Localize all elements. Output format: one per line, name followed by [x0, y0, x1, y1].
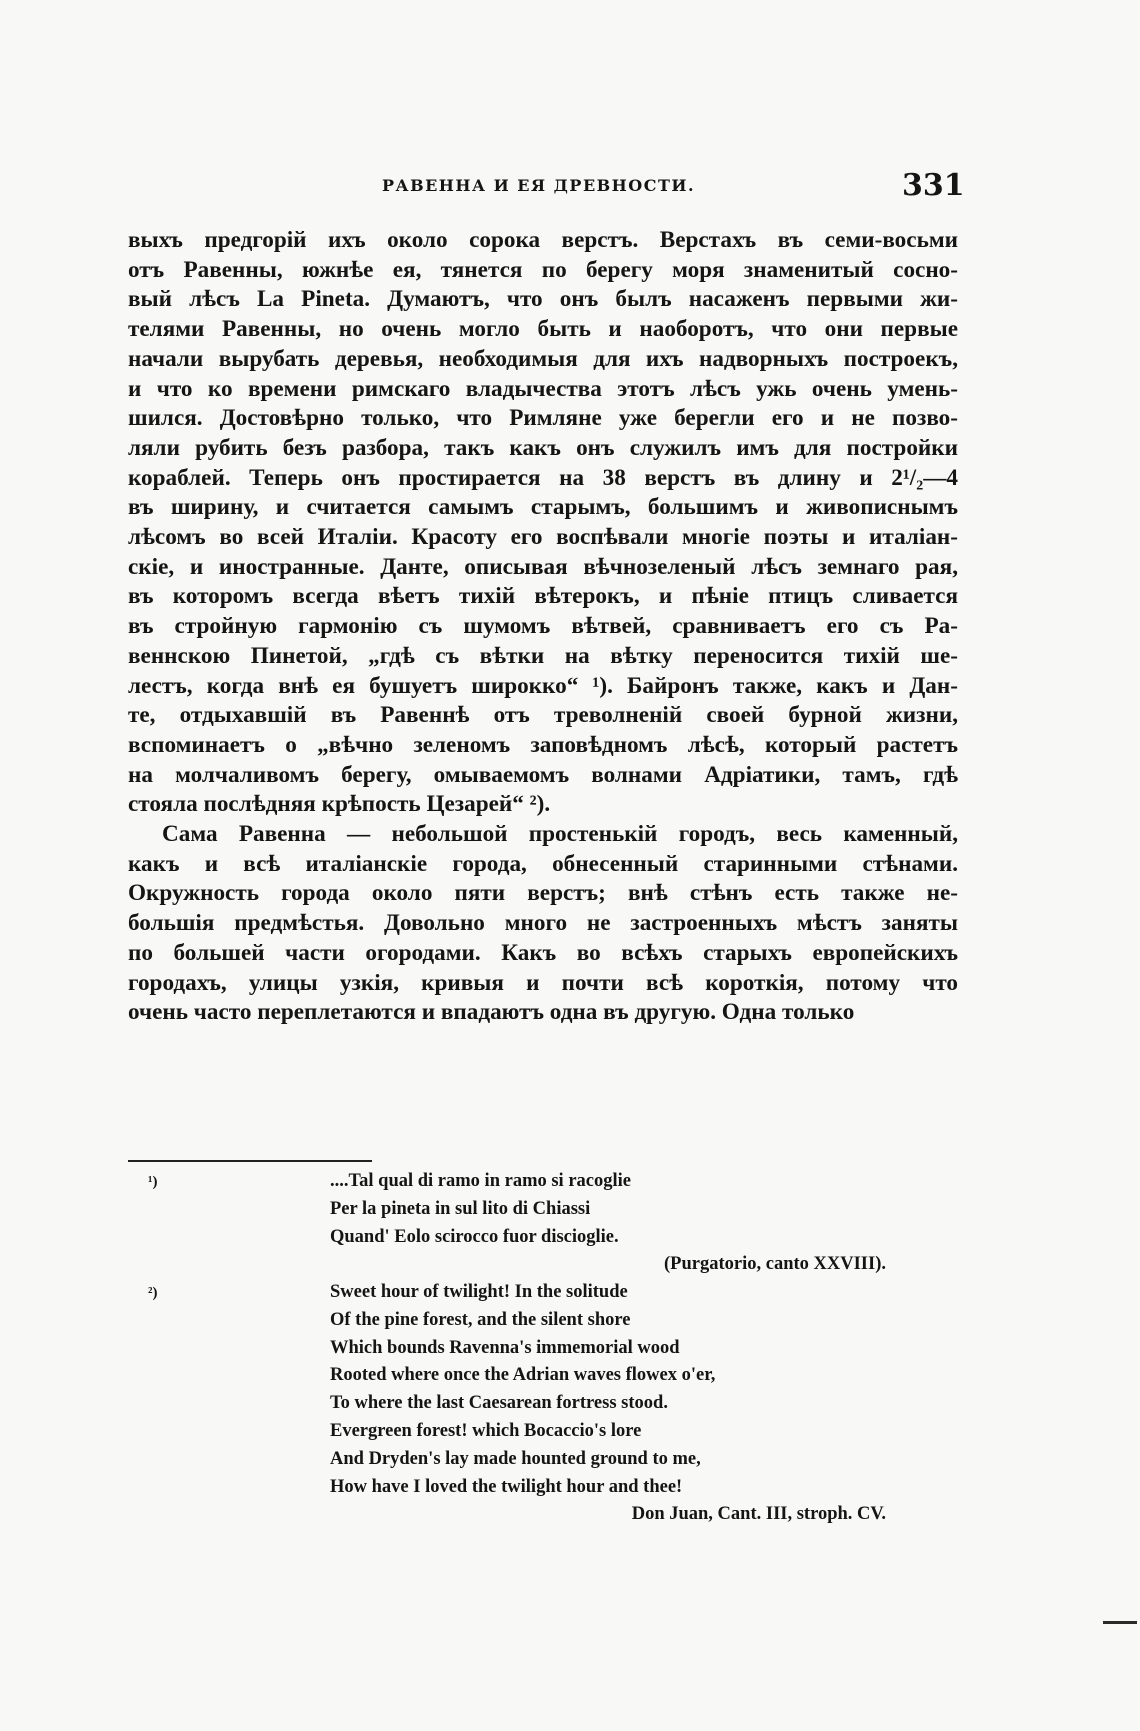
text-line: и что ко времени римскаго владычества этотъ лѣсъ ужь очень умень-	[128, 375, 958, 402]
page-number: 331	[902, 168, 965, 203]
text-line: веннскою Пинетой, „гдѣ съ вѣтки на вѣтку переносится тихій ше-	[128, 642, 958, 669]
margin-mark	[1103, 1621, 1137, 1624]
footnote-1	[330, 1168, 886, 1279]
text-line: въ стройную гармонію съ шумомъ вѣтвей, сравниваетъ его съ Ра-	[128, 613, 958, 640]
text-line: въ которомъ всегда вѣетъ тихій вѣтерокъ, и пѣніе птицъ сливается	[128, 583, 958, 610]
footnote-divider	[128, 1160, 372, 1162]
text-line: какъ и всѣ италіанскіе города, обнесенный старинными стѣнами.	[128, 850, 958, 877]
body-text	[128, 226, 958, 1028]
text-line: выхъ предгорій ихъ около сорока верстъ. Верстахъ въ семи-восьми	[128, 227, 958, 253]
text-line: стояла послѣдняя крѣпость Цезарей“ ²).	[128, 791, 551, 818]
text-line: те, отдыхавшій въ Равеннѣ отъ треволненій своей бурной жизни,	[128, 702, 958, 729]
verse-line: To where the last Caesarean fortress stood.	[330, 1393, 668, 1414]
text-line: кораблей. Теперь онъ простирается на 38 верстъ въ длину и 2¹/₂—4	[128, 464, 958, 491]
text-line: начали вырубать деревья, необходимыя для ихъ надворныхъ построекъ,	[128, 345, 958, 372]
verse-line: Sweet hour of twilight! In the solitude	[330, 1282, 628, 1302]
paragraph-1	[128, 226, 958, 820]
text-line: на молчаливомъ берегу, омываемомъ волнами Адріатики, тамъ, гдѣ	[128, 761, 958, 788]
verse-line: Which bounds Ravenna's immemorial wood	[330, 1337, 680, 1358]
text-line: очень часто переплетаются и впадаютъ одна въ другую. Одна только	[128, 999, 855, 1026]
verse-source: (Purgatorio, canto XXVIII).	[664, 1254, 886, 1275]
verse-line: Per la pineta in sul lito di Chiassi	[330, 1198, 591, 1219]
verse-line: Of the pine forest, and the silent shore	[330, 1309, 631, 1330]
text-line: вый лѣсъ La Pineta. Думаютъ, что онъ былъ насаженъ первыми жи-	[128, 286, 958, 313]
verse-line: Evergreen forest! which Bocaccio's lore	[330, 1420, 642, 1441]
text-line: вспоминаетъ о „вѣчно зеленомъ заповѣдномъ лѣсѣ, который растетъ	[128, 731, 958, 758]
text-line: Сама Равенна — небольшой простенькій городъ, весь каменный,	[162, 821, 958, 848]
text-line: въ ширину, и считается самымъ старымъ, большимъ и живописнымъ	[128, 494, 958, 521]
verse-line: How have I loved the twilight hour and thee!	[330, 1476, 683, 1497]
text-line: скіе, и иностранные. Данте, описывая вѣчнозеленый лѣсъ земнаго рая,	[128, 553, 958, 580]
text-line: лестъ, когда внѣ ея бушуетъ широкко“ ¹). Байронъ также, какъ и Дан-	[128, 672, 958, 699]
text-line: шился. Достовѣрно только, что Римляне уже берегли его и не позво-	[128, 405, 958, 432]
footnote-2	[330, 1279, 886, 1529]
footnote-1-marker: ¹)	[148, 1174, 158, 1190]
verse-line: ....Tal qual di ramo in ramo si racoglie	[330, 1171, 631, 1191]
text-line: отъ Равенны, южнѣе ея, тянется по берегу моря знаменитый сосно-	[128, 256, 958, 283]
text-line: Окружность города около пяти верстъ; внѣ стѣнъ есть также не-	[128, 880, 958, 907]
text-line: лѣсомъ во всей Италіи. Красоту его воспѣвали многіе поэты и италіан-	[128, 524, 958, 551]
verse-line: Quand' Eolo scirocco fuor discioglie.	[330, 1226, 619, 1247]
verse-source: Don Juan, Cant. III, stroph. CV.	[631, 1504, 886, 1525]
text-line: телями Равенны, но очень могло быть и наоборотъ, что они первые	[128, 316, 958, 343]
text-line: большія предмѣстья. Довольно много не застроенныхъ мѣстъ заняты	[128, 910, 958, 937]
footnote-2-marker: ²)	[148, 1285, 158, 1301]
text-line: городахъ, улицы узкія, кривыя и почти всѣ короткія, потому что	[128, 969, 958, 996]
paragraph-2	[128, 820, 958, 1028]
verse-line: And Dryden's lay made hounted ground to me,	[330, 1448, 701, 1469]
text-line: ляли рубить безъ разбора, такъ какъ онъ служилъ имъ для постройки	[128, 434, 958, 461]
verse-line: Rooted where once the Adrian waves flowex o'er,	[330, 1365, 716, 1386]
text-line: по большей части огородами. Какъ во всѣхъ старыхъ европейскихъ	[128, 939, 958, 966]
running-head: РАВЕННА И ЕЯ ДРЕВНОСТИ.	[382, 176, 696, 195]
